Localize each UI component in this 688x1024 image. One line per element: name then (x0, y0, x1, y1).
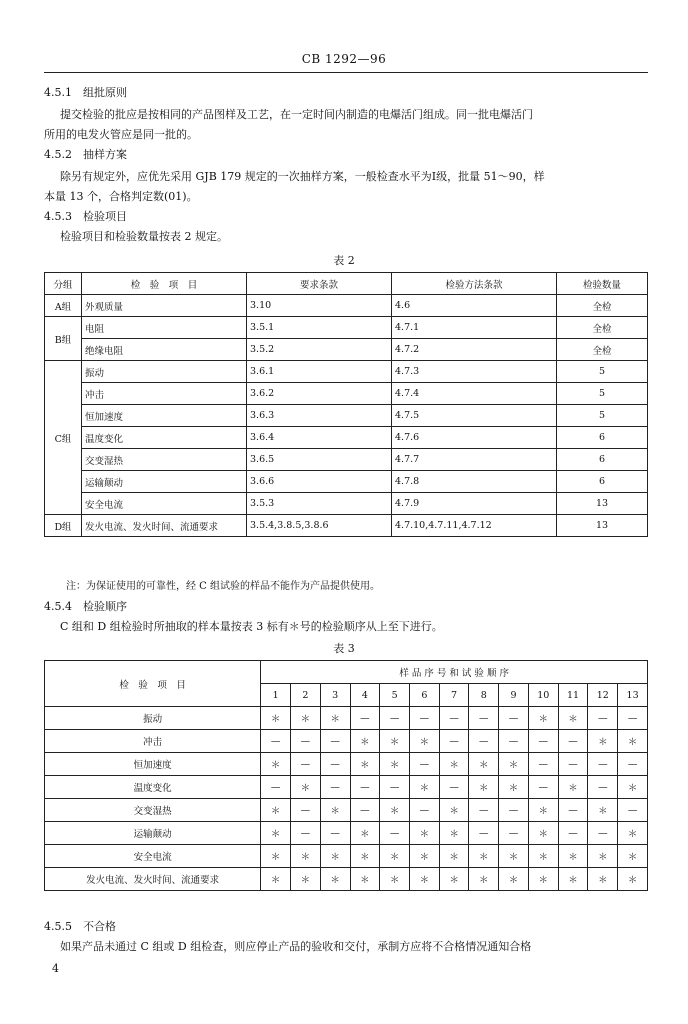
table3-mark: — (409, 799, 439, 822)
table2-req: 3.5.2 (247, 339, 392, 361)
table-3 (44, 660, 648, 891)
table-row (45, 868, 648, 891)
table3-mark: — (291, 822, 321, 845)
table3-mark: — (618, 799, 648, 822)
table-2 (44, 272, 648, 537)
table3-sample-number: 7 (439, 684, 469, 707)
table3-mark: — (558, 822, 588, 845)
table3-mark: — (291, 753, 321, 776)
table3-mark: ＊ (499, 776, 529, 799)
table3-mark: ＊ (261, 868, 291, 891)
table-row (45, 471, 648, 493)
table3-mark: — (320, 822, 350, 845)
table-row (45, 427, 648, 449)
table3-mark: — (409, 707, 439, 730)
table3-mark: — (439, 730, 469, 753)
table3-mark: ＊ (528, 845, 558, 868)
table3-mark: ＊ (409, 845, 439, 868)
table3-sample-number: 1 (261, 684, 291, 707)
table3-mark: ＊ (588, 799, 618, 822)
table3-mark: ＊ (409, 730, 439, 753)
clause-4-5-1-title: 4.5.1 组批原则 (44, 86, 127, 99)
table3-mark: ＊ (320, 845, 350, 868)
table3-mark: ＊ (558, 845, 588, 868)
table3-mark: ＊ (499, 868, 529, 891)
table2-item: 交变湿热 (82, 449, 247, 471)
table3-mark: ＊ (439, 822, 469, 845)
table2-item: 电阻 (82, 317, 247, 339)
table3-mark: — (469, 799, 499, 822)
table2-req: 3.6.5 (247, 449, 392, 471)
table3-mark: — (588, 776, 618, 799)
table3-mark: — (558, 753, 588, 776)
table2-req: 3.6.6 (247, 471, 392, 493)
header-rule (44, 72, 648, 73)
table2-method: 4.7.5 (392, 405, 557, 427)
table3-mark: — (291, 799, 321, 822)
table2-method: 4.7.8 (392, 471, 557, 493)
table3-mark: — (618, 753, 648, 776)
table2-method: 4.7.7 (392, 449, 557, 471)
table3-mark: ＊ (380, 868, 410, 891)
table3-mark: ＊ (499, 845, 529, 868)
table3-mark: ＊ (499, 753, 529, 776)
table3-mark: — (469, 707, 499, 730)
table2-req: 3.6.1 (247, 361, 392, 383)
table3-mark: ＊ (528, 707, 558, 730)
table3-mark: — (320, 730, 350, 753)
table3-mark: ＊ (588, 845, 618, 868)
table3-mark: ＊ (618, 776, 648, 799)
table3-mark: ＊ (380, 730, 410, 753)
table3-sample-number: 11 (558, 684, 588, 707)
clause-4-5-3-text: 检验项目和检验数量按表 2 规定。 (60, 230, 228, 243)
table2-req: 3.6.4 (247, 427, 392, 449)
table2-req: 3.6.3 (247, 405, 392, 427)
table2-item: 发火电流、发火时间、流通要求 (82, 515, 247, 537)
table2-item: 安全电流 (82, 493, 247, 515)
clause-4-5-1-text-line2: 所用的电发火管应是同一批的。 (44, 128, 198, 141)
clause-4-5-2-text-line1: 除另有规定外，应优先采用 GJB 179 规定的一次抽样方案，一般检查水平为Ⅰ级，批量 51～90，样 (60, 170, 545, 183)
table3-mark: ＊ (261, 707, 291, 730)
table3-mark: — (409, 753, 439, 776)
table2-qty: 13 (557, 515, 648, 537)
table3-mark: ＊ (618, 822, 648, 845)
table3-mark: ＊ (469, 868, 499, 891)
table2-group-d: D组 (45, 515, 82, 537)
table3-mark: ＊ (469, 776, 499, 799)
table3-mark: — (528, 730, 558, 753)
clause-4-5-2-text-line2: 本量 13 个，合格判定数(01)。 (44, 190, 198, 203)
clause-4-5-5-text: 如果产品未通过 C 组或 D 组检查，则应停止产品的验收和交付，承制方应将不合格情况通知合格 (60, 940, 532, 953)
table2-qty: 5 (557, 361, 648, 383)
table3-mark: ＊ (439, 753, 469, 776)
table3-header-row (45, 661, 648, 684)
table3-sample-number: 2 (291, 684, 321, 707)
table3-mark: — (558, 730, 588, 753)
table3-mark: ＊ (618, 845, 648, 868)
table2-req: 3.6.2 (247, 383, 392, 405)
clause-4-5-5-title: 4.5.5 不合格 (44, 920, 116, 933)
table3-header-item: 检 验 项 目 (45, 661, 261, 707)
table2-qty: 13 (557, 493, 648, 515)
table3-mark: ＊ (291, 776, 321, 799)
table3-mark: — (588, 707, 618, 730)
table3-mark: ＊ (350, 730, 380, 753)
table3-mark: ＊ (380, 753, 410, 776)
table3-mark: — (528, 776, 558, 799)
table-row (45, 730, 648, 753)
table3-sample-number: 3 (320, 684, 350, 707)
table2-qty: 5 (557, 383, 648, 405)
table3-mark: ＊ (528, 868, 558, 891)
table2-header-row (45, 273, 648, 295)
table3-mark: ＊ (439, 799, 469, 822)
table3-sample-number: 10 (528, 684, 558, 707)
table3-item: 交变湿热 (45, 799, 261, 822)
table3-mark: — (291, 730, 321, 753)
table-row (45, 405, 648, 427)
table2-req: 3.5.3 (247, 493, 392, 515)
table3-mark: — (350, 776, 380, 799)
table2-item: 恒加速度 (82, 405, 247, 427)
table2-header-item: 检 验 项 目 (82, 273, 247, 295)
table-row (45, 799, 648, 822)
table2-header-req: 要求条款 (247, 273, 392, 295)
table3-mark: — (380, 707, 410, 730)
table-row (45, 295, 648, 317)
table3-mark: ＊ (588, 868, 618, 891)
table3-sample-number: 4 (350, 684, 380, 707)
table2-note: 注：为保证使用的可靠性，经 C 组试验的样品不能作为产品提供使用。 (66, 581, 381, 592)
table3-mark: ＊ (261, 799, 291, 822)
table-row (45, 845, 648, 868)
table3-mark: — (380, 822, 410, 845)
clause-4-5-2-title: 4.5.2 抽样方案 (44, 148, 127, 161)
table-row (45, 776, 648, 799)
table3-mark: ＊ (291, 845, 321, 868)
table2-item: 运输颠动 (82, 471, 247, 493)
table2-item: 冲击 (82, 383, 247, 405)
table3-mark: ＊ (380, 845, 410, 868)
page-number: 4 (52, 962, 59, 975)
clause-4-5-1-text-line1: 提交检验的批应是按相同的产品图样及工艺，在一定时间内制造的电爆活门组成。同一批电爆活门 (60, 108, 533, 121)
table3-mark: ＊ (350, 822, 380, 845)
table2-header-group: 分组 (45, 273, 82, 295)
table3-sample-number: 12 (588, 684, 618, 707)
table3-sample-number: 6 (409, 684, 439, 707)
table3-mark: ＊ (618, 868, 648, 891)
table3-mark: ＊ (409, 776, 439, 799)
table2-item: 绝缘电阻 (82, 339, 247, 361)
table2-method: 4.7.3 (392, 361, 557, 383)
table2-method: 4.7.9 (392, 493, 557, 515)
table3-mark: ＊ (618, 730, 648, 753)
table2-method: 4.7.10,4.7.11,4.7.12 (392, 515, 557, 537)
table3-mark: — (380, 776, 410, 799)
table2-req: 3.5.4,3.8.5,3.8.6 (247, 515, 392, 537)
table2-method: 4.7.4 (392, 383, 557, 405)
table2-header-qty: 检验数量 (557, 273, 648, 295)
table-row (45, 515, 648, 537)
table3-mark: — (469, 822, 499, 845)
table3-mark: — (499, 822, 529, 845)
table3-mark: ＊ (261, 822, 291, 845)
table3-mark: — (350, 707, 380, 730)
table3-sample-number: 8 (469, 684, 499, 707)
table2-method: 4.7.2 (392, 339, 557, 361)
table2-item: 温度变化 (82, 427, 247, 449)
table3-item: 运输颠动 (45, 822, 261, 845)
table2-qty: 全检 (557, 339, 648, 361)
table2-item: 振动 (82, 361, 247, 383)
table3-caption: 表 3 (333, 642, 355, 655)
table3-mark: ＊ (291, 707, 321, 730)
table-row (45, 361, 648, 383)
table3-item: 恒加速度 (45, 753, 261, 776)
table3-mark: — (499, 730, 529, 753)
table2-qty: 6 (557, 427, 648, 449)
table3-mark: — (528, 753, 558, 776)
table3-mark: — (350, 799, 380, 822)
table3-mark: ＊ (291, 868, 321, 891)
table3-mark: ＊ (409, 822, 439, 845)
table2-qty: 6 (557, 471, 648, 493)
table3-mark: — (261, 730, 291, 753)
table3-mark: ＊ (350, 753, 380, 776)
table2-req: 3.5.1 (247, 317, 392, 339)
table3-mark: ＊ (469, 753, 499, 776)
table2-method: 4.6 (392, 295, 557, 317)
table3-mark: ＊ (320, 707, 350, 730)
table2-group-a: A组 (45, 295, 82, 317)
table3-mark: — (439, 776, 469, 799)
table2-group-b: B组 (45, 317, 82, 361)
table2-method: 4.7.1 (392, 317, 557, 339)
table3-mark: — (320, 776, 350, 799)
table3-mark: — (588, 822, 618, 845)
table3-mark: — (320, 753, 350, 776)
table3-mark: — (439, 707, 469, 730)
clause-4-5-3-title: 4.5.3 检验项目 (44, 210, 127, 223)
table2-qty: 6 (557, 449, 648, 471)
table2-header-method: 检验方法条款 (392, 273, 557, 295)
table2-qty: 全检 (557, 317, 648, 339)
table2-group-c: C组 (45, 361, 82, 515)
table3-mark: ＊ (439, 868, 469, 891)
table3-item: 振动 (45, 707, 261, 730)
table3-item: 温度变化 (45, 776, 261, 799)
table3-mark: — (618, 707, 648, 730)
table3-mark: ＊ (469, 845, 499, 868)
table3-mark: — (588, 753, 618, 776)
table3-mark: ＊ (558, 776, 588, 799)
table2-qty: 5 (557, 405, 648, 427)
table3-mark: ＊ (320, 799, 350, 822)
table3-mark: — (469, 730, 499, 753)
table2-req: 3.10 (247, 295, 392, 317)
table3-mark: ＊ (380, 799, 410, 822)
table3-mark: — (499, 707, 529, 730)
table3-mark: ＊ (409, 868, 439, 891)
table3-sample-number: 5 (380, 684, 410, 707)
table3-item: 发火电流、发火时间、流通要求 (45, 868, 261, 891)
clause-4-5-4-text: C 组和 D 组检验时所抽取的样本量按表 3 标有＊号的检验顺序从上至下进行。 (60, 620, 443, 633)
table-row (45, 753, 648, 776)
table3-item: 安全电流 (45, 845, 261, 868)
table3-mark: ＊ (320, 868, 350, 891)
table2-caption: 表 2 (333, 254, 355, 267)
table-row (45, 339, 648, 361)
page-header: CB 1292—96 (301, 52, 387, 66)
table3-item: 冲击 (45, 730, 261, 753)
table3-mark: ＊ (528, 799, 558, 822)
table2-method: 4.7.6 (392, 427, 557, 449)
table-row (45, 383, 648, 405)
table3-mark: — (261, 776, 291, 799)
table3-mark: ＊ (528, 822, 558, 845)
table3-mark: ＊ (439, 845, 469, 868)
table3-sample-number: 9 (499, 684, 529, 707)
table3-mark: — (558, 799, 588, 822)
table-row (45, 317, 648, 339)
table3-mark: — (499, 799, 529, 822)
table3-header-group: 样 品 序 号 和 试 验 顺 序 (261, 661, 648, 684)
clause-4-5-4-title: 4.5.4 检验顺序 (44, 600, 127, 613)
table-row (45, 707, 648, 730)
table3-sample-number: 13 (618, 684, 648, 707)
table-row (45, 449, 648, 471)
table-row (45, 493, 648, 515)
table3-mark: ＊ (588, 730, 618, 753)
table3-mark: ＊ (261, 845, 291, 868)
table3-mark: ＊ (350, 868, 380, 891)
table2-qty: 全检 (557, 295, 648, 317)
table3-mark: ＊ (261, 753, 291, 776)
table-row (45, 822, 648, 845)
table3-mark: ＊ (350, 845, 380, 868)
table3-mark: ＊ (558, 707, 588, 730)
table2-item: 外观质量 (82, 295, 247, 317)
table3-mark: ＊ (558, 868, 588, 891)
